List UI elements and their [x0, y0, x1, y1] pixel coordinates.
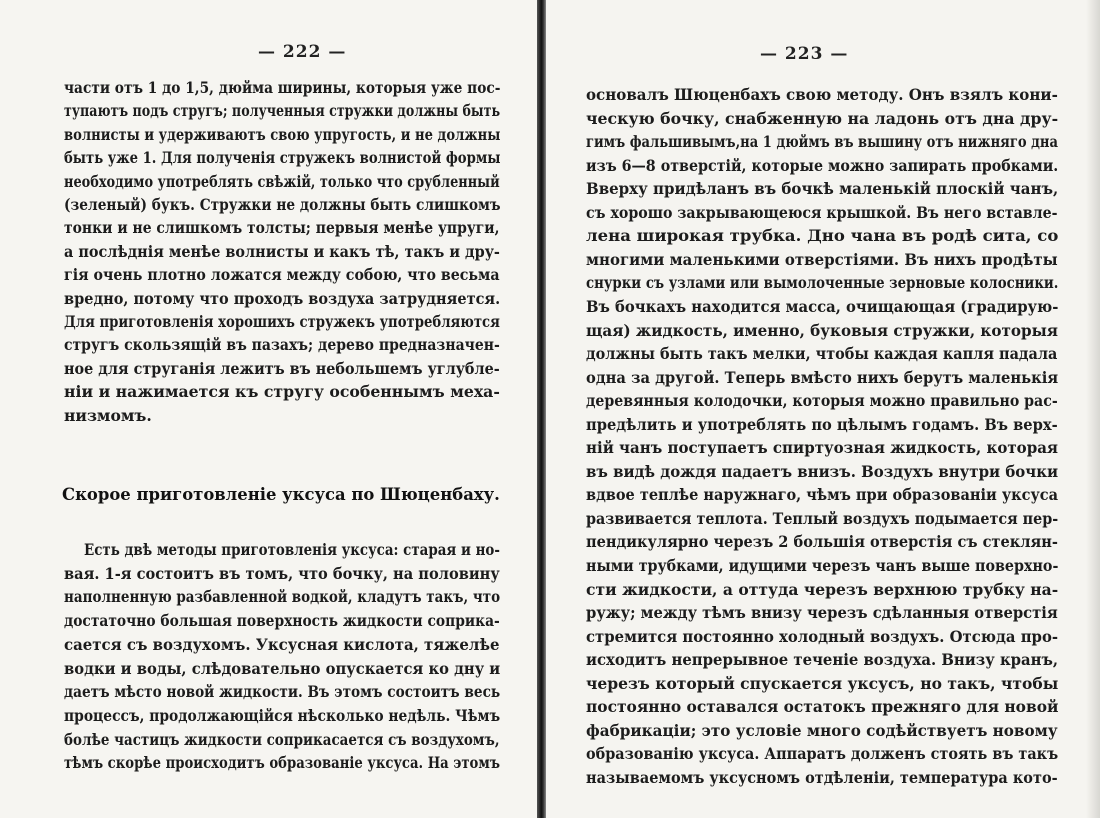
text-line: Вверху придѣланъ въ бочкѣ маленькій плоскій чанъ, [586, 179, 1059, 199]
page-edge-shadow [1086, 0, 1100, 818]
text-line: пендикулярно черезъ 2 большія отверстія съ стеклян- [586, 532, 1058, 552]
text-line: ружу; между тѣмъ внизу черезъ сдѣланныя отверстія [586, 603, 1058, 623]
text-line: водки и воды, слѣдовательно опускается ко дну и [64, 658, 501, 678]
text-line: достаточно большая поверхность жидкости соприка- [64, 611, 500, 631]
text-line: стругъ скользящій въ пазахъ; дерево предназначен- [64, 335, 500, 355]
text-line: фабрикаціи; это условіе много содѣйствуетъ новому [586, 720, 1058, 740]
text-line: наполненную разбавленной водкой, кладутъ такъ, что [64, 587, 501, 607]
text-line: тѣмъ скорѣе происходитъ образованіе уксуса. На этомъ [64, 753, 500, 773]
text-line: съ хорошо закрывающеюся крышкой. Въ него вставле- [586, 202, 1058, 222]
text-line: щая) жидкость, именно, буковыя стружки, которыя [586, 320, 1059, 340]
text-line: исходитъ непрерывное теченіе воздуха. Внизу кранъ, [586, 650, 1059, 670]
text-line: ческую бочку, снабженную на ладонь отъ дна дру- [586, 108, 1059, 128]
text-line: вая. 1-я состоитъ въ томъ, что бочку, на половину [64, 563, 500, 583]
right-page [546, 0, 1100, 818]
text-line: развивается теплота. Теплый воздухъ подымается пер- [586, 508, 1059, 528]
text-line: части отъ 1 до 1,5, дюйма ширины, которыя уже пос- [64, 78, 501, 97]
text-line: Въ бочкахъ находится масса, очищающая (градирую- [586, 296, 1059, 316]
text-line: тупаютъ подъ стругъ; полученныя стружки должны быть [64, 101, 501, 121]
text-line: болѣе частицъ жидкости соприкасается съ воздухомъ, [64, 729, 500, 749]
text-line: необходимо употреблять свѣжій, только что срубленный [64, 171, 500, 191]
text-line: постоянно оставался остатокъ прежняго для новой [586, 697, 1059, 717]
page-number-right: — 223 — [760, 44, 849, 64]
book-gutter [537, 0, 546, 818]
text-line: образованію уксуса. Аппаратъ долженъ стоять въ такъ [586, 744, 1059, 764]
text-line: стремится постоянно холодный воздухъ. Отсюда про- [586, 626, 1059, 646]
text-line: (зеленый) букъ. Стружки не должны быть слишкомъ [64, 195, 501, 214]
text-line: предѣлить и употреблять по цѣлымъ годамъ. Въ верх- [586, 414, 1058, 434]
left-page [0, 0, 538, 818]
text-line: ніи и нажимается къ стругу особеннымъ меха- [64, 382, 500, 402]
text-line: ное для струганія лежитъ въ небольшемъ углубле- [64, 358, 500, 378]
text-line: а послѣднія менѣе волнисты и какъ тѣ, такъ и дру- [64, 241, 500, 261]
text-line: вредно, потому что проходъ воздуха затрудняется. [64, 288, 501, 308]
text-line: въ видѣ дождя падаетъ внизъ. Воздухъ внутри бочки [586, 461, 1059, 481]
text-line: многими маленькими отверстіями. Въ нихъ продѣты [586, 249, 1058, 269]
text-line: гія очень плотно ложатся между собою, что весьма [64, 265, 500, 285]
text-line: ній чанъ поступаетъ спиртуозная жидкость, которая [586, 438, 1059, 458]
text-line: деревянныя колодочки, которыя можно правильно рас- [586, 391, 1058, 411]
text-line: процессъ, продолжающійся нѣсколько недѣль. Чѣмъ [64, 705, 501, 725]
text-line: сается съ воздухомъ. Уксусная кислота, тяжелѣе [64, 634, 500, 654]
text-line: вдвое теплѣе наружнаго, чѣмъ при образованіи уксуса [586, 485, 1059, 505]
text-line: основалъ Шюценбахъ свою методу. Онъ взялъ кони- [586, 85, 1058, 104]
text-line: должны быть такъ мелки, чтобы каждая капля падала [586, 344, 1058, 364]
text-line: одна за другой. Теперь вмѣсто нихъ берутъ маленькія [586, 367, 1059, 387]
text-line: Есть двѣ методы приготовленія уксуса: старая и но- [84, 540, 500, 559]
text-line: тонки и не слишкомъ толсты; первыя менѣе упруги, [64, 218, 500, 238]
text-line: быть уже 1. Для полученія стружекъ волнистой формы [64, 148, 501, 168]
text-line: Для приготовленія хорошихъ стружекъ употребляются [64, 312, 500, 331]
text-line: называемомъ уксусномъ отдѣленіи, температура кото- [586, 767, 1058, 787]
page-number-left: — 222 — [258, 42, 347, 62]
text-line: гимъ фальшивымъ,на 1 дюймъ въ вышину отъ нижняго дна [586, 132, 1059, 152]
text-line: изъ 6—8 отверстій, которые можно запирать пробками. [586, 155, 1059, 175]
text-line: лена широкая трубка. Дно чана въ родѣ сита, со [586, 226, 1059, 246]
text-line: низмомъ. [64, 405, 152, 425]
section-heading: Скорое приготовленіе уксуса по Шюценбаху. [62, 485, 500, 504]
text-line: даетъ мѣсто новой жидкости. Въ этомъ состоитъ весь [64, 682, 501, 702]
text-line: черезъ который спускается уксусъ, но такъ, чтобы [586, 673, 1059, 693]
text-line: ными трубками, идущими черезъ чанъ выше поверхно- [586, 556, 1059, 575]
text-line: сти жидкости, а оттуда черезъ верхнюю трубку на- [586, 579, 1059, 599]
text-line: волнисты и удерживаютъ свою упругость, и не должны [64, 124, 501, 144]
text-line: снурки съ узлами или вымолоченные зерновые колосники. [586, 273, 1059, 293]
